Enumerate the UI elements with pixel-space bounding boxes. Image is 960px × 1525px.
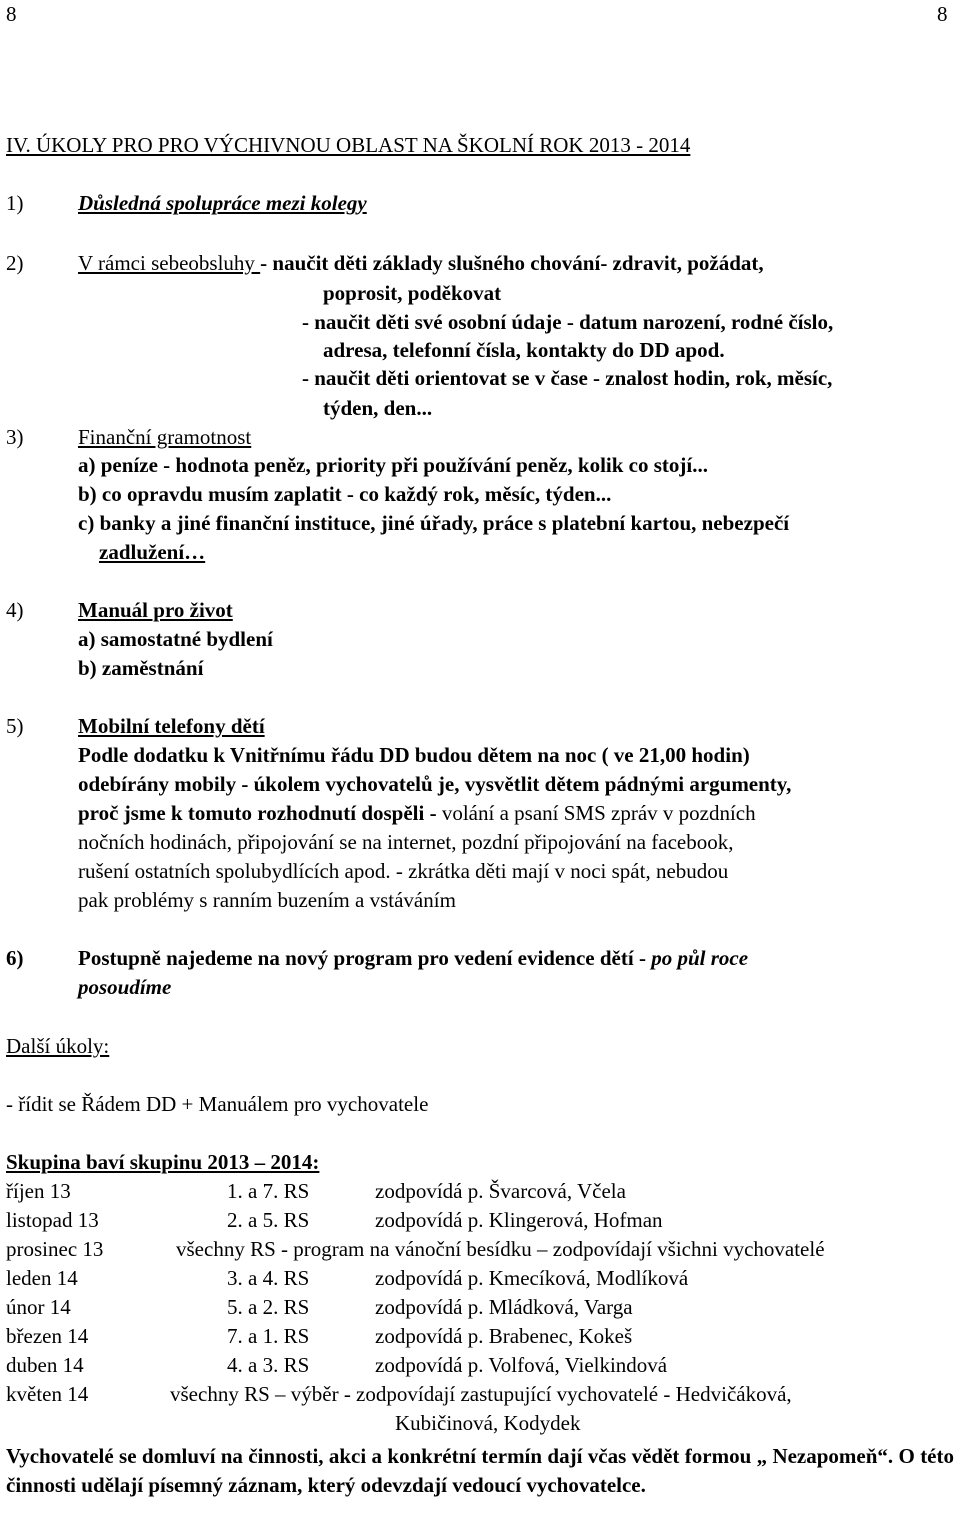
section-2-line-6: týden, den... [323,396,433,420]
schedule-rs: 1. a 7. RS [227,1179,310,1203]
schedule-month: duben 14 [6,1353,84,1377]
section-6-number: 6) [6,946,24,970]
schedule-month: leden 14 [6,1266,78,1290]
section-6-text: Postupně najedeme na nový program pro vedení evidence dětí - [78,946,652,970]
schedule-rs: 3. a 4. RS [227,1266,310,1290]
section-5-line-3 [78,803,756,824]
section-2-number: 2) [6,251,24,275]
schedule-rs: 4. a 3. RS [227,1353,310,1377]
section-4-item-b: b) zaměstnání [78,656,204,680]
section-5-line-3-bold: proč jsme k tomuto rozhodnutí dospěli - [78,801,442,825]
section-2-line-4: adresa, telefonní čísla, kontakty do DD apod. [323,338,725,362]
schedule-responsible: zodpovídá p. Švarcová, Včela [375,1179,626,1203]
other-tasks-title: Další úkoly: [6,1034,110,1058]
schedule-responsible: zodpovídá p. Brabenec, Kokeš [375,1324,633,1348]
schedule-month: říjen 13 [6,1179,71,1203]
schedule-rs: 2. a 5. RS [227,1208,310,1232]
schedule-responsible: zodpovídá p. Klingerová, Hofman [375,1208,663,1232]
section-6-line-1 [78,948,748,969]
schedule-month: listopad 13 [6,1208,99,1232]
schedule-responsible: zodpovídá p. Kmecíková, Modlíková [375,1266,689,1290]
schedule-full-row: všechny RS – výběr - zodpovídají zastupující vychovatelé - Hedvičáková, [170,1382,792,1406]
schedule-rs: 7. a 1. RS [227,1324,310,1348]
section-4-item-a: a) samostatné bydlení [78,627,273,651]
section-2-line-3: - naučit děti své osobní údaje - datum narození, rodné číslo, [302,310,834,334]
section-3-item-c-cont: zadlužení… [99,540,206,564]
section-3-item-c: c) banky a jiné finanční instituce, jiné úřady, práce s platební kartou, nebezpečí [78,511,790,535]
section-6-line-2: posoudíme [78,975,172,999]
other-tasks-line: - řídit se Řádem DD + Manuálem pro vychovatele [6,1092,429,1116]
section-5-line-6: pak problémy s ranním buzením a vstáváním [78,888,456,912]
section-5-number: 5) [6,714,24,738]
schedule-responsible: zodpovídá p. Mládková, Varga [375,1295,633,1319]
section-5-line-4: nočních hodinách, připojování se na internet, pozdní připojování na facebook, [78,830,734,854]
section-5-line-5: rušení ostatních spolubydlících apod. - zkrátka děti mají v noci spát, nebudou [78,859,729,883]
section-2-line-5: - naučit děti orientovat se v čase - znalost hodin, rok, měsíc, [302,366,833,390]
schedule-month: prosinec 13 [6,1237,104,1261]
section-1-number: 1) [6,191,24,215]
section-6-italic: po půl roce [651,946,749,970]
page-number-right: 8 [937,2,948,26]
schedule-title: Skupina baví skupinu 2013 – 2014: [6,1150,320,1174]
section-4-title: Manuál pro život [78,598,233,622]
section-5-line-2: odebírány mobily - úkolem vychovatelů je, vysvětlit dětem pádnými argumenty, [78,772,792,796]
schedule-full-row-cont: Kubičinová, Kodydek [395,1411,581,1435]
section-5-line-3-rest: volání a psaní SMS zpráv v pozdních [441,801,756,825]
section-5-line-1: Podle dodatku k Vnitřnímu řádu DD budou dětem na noc ( ve 21,00 hodin) [78,743,750,767]
section-3-title: Finanční gramotnost [78,425,252,449]
section-2-line-2: poprosit, poděkovat [323,281,502,305]
section-2-line-1 [78,253,764,274]
page-title: IV. ÚKOLY PRO PRO VÝCHIVNOU OBLAST NA ŠKOLNÍ ROK 2013 - 2014 [6,133,691,157]
section-2-title: V rámci sebeobsluhy [78,251,261,275]
schedule-rs: 5. a 2. RS [227,1295,310,1319]
schedule-full-row: všechny RS - program na vánoční besídku – zodpovídají všichni vychovatelé [176,1237,825,1261]
schedule-responsible: zodpovídá p. Volfová, Vielkindová [375,1353,668,1377]
closing-paragraph: Vychovatelé se domluví na činnosti, akci a konkrétní termín dají včas vědět formou „ Nezapomeň“. O této činnosti udělají písemný záznam, který odevzdají vedoucí vychovatelce. [6,1444,954,1497]
section-1-title: Důsledná spolupráce mezi kolegy [78,191,367,215]
schedule-month: březen 14 [6,1324,89,1348]
schedule-month: květen 14 [6,1382,89,1406]
page-number-left: 8 [6,2,17,26]
section-2-text: - naučit děti základy slušného chování- zdravit, požádat, [260,251,764,275]
section-3-number: 3) [6,425,24,449]
section-5-title: Mobilní telefony dětí [78,714,265,738]
section-3-item-a: a) peníze - hodnota peněz, priority při používání peněz, kolik co stojí... [78,453,708,477]
section-3-item-b: b) co opravdu musím zaplatit - co každý rok, měsíc, týden... [78,482,612,506]
schedule-month: únor 14 [6,1295,71,1319]
section-4-number: 4) [6,598,24,622]
